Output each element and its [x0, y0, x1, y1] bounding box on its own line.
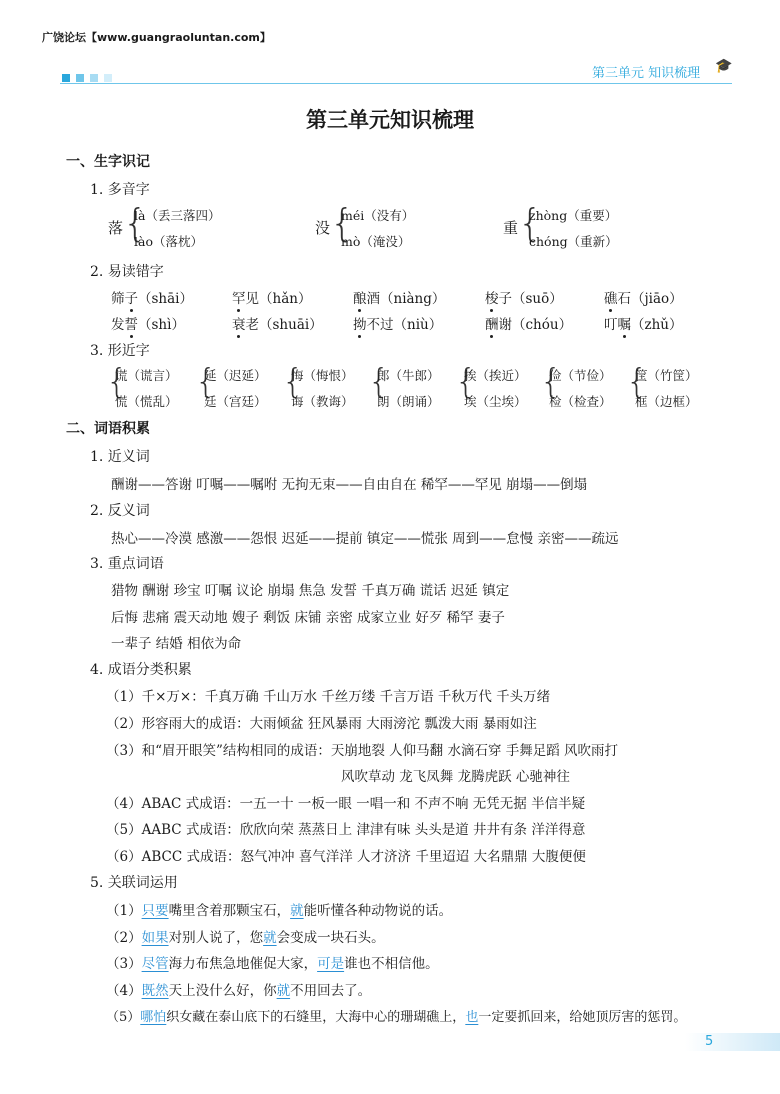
sentence-part: 一定要抓回来，给她顶厉害的惩罚。 [478, 1010, 687, 1025]
polyphone-char: 落 [108, 219, 124, 237]
misread-word [604, 287, 683, 307]
section-heading: 一、生字识记 [66, 154, 150, 170]
word-part: 谢（chóu） [498, 317, 573, 333]
page-number-bar [685, 1033, 780, 1051]
section-heading: 二、词语积累 [66, 421, 150, 437]
header-square [62, 74, 70, 82]
subsection-heading: 5. 关联词运用 [90, 875, 178, 891]
sentence-part: 嘴里含着那颗宝石， [168, 903, 291, 919]
similar-char: 慌（慌乱） [115, 394, 178, 409]
word-part: 不过（niù） [366, 317, 443, 333]
misread-word [353, 313, 442, 333]
keywords-line: 后悔 悲痛 震天动地 嫂子 剩饭 床铺 亲密 成家立业 好歹 稀罕 妻子 [111, 610, 505, 626]
sentence-part: 对别人说了，您 [168, 930, 264, 946]
forum-watermark: 广饶论坛【www.guangraoluntan.com】 [42, 31, 271, 44]
idiom-line: （4）ABAC 式成语：一五一十 一板一眼 一唱一和 不声不响 无凭无据 半信半疑 [106, 796, 586, 812]
word-part: 酒（niàng） [366, 291, 446, 307]
misread-word [353, 287, 445, 307]
word-part: 石（jiāo） [617, 291, 683, 307]
word-part: （shāi） [138, 291, 193, 307]
misread-word [485, 287, 563, 307]
dotted-char: 嘱 [617, 317, 631, 333]
brace-icon: { [518, 201, 543, 245]
sentence-part: 不用回去了。 [290, 983, 372, 999]
subsection-heading: 1. 多音字 [90, 182, 150, 198]
conjunction-word: 只要 [141, 903, 169, 919]
word-part: 子（suō） [498, 291, 563, 307]
conjunction-sentence [106, 1006, 686, 1025]
subsection-heading: 3. 形近字 [90, 343, 150, 359]
conjunction-word: 可是 [317, 956, 345, 972]
conjunction-sentence [106, 952, 439, 972]
word-part: 老（shuāi） [245, 317, 323, 333]
word-part: 筛 [111, 291, 125, 307]
polyphone-char: 重 [503, 219, 519, 237]
sentence-part: 织女藏在泰山底下的石缝里，大海中心的珊瑚礁上， [166, 1010, 466, 1025]
graduation-cap-icon: 🎓 [715, 58, 733, 74]
sentence-part: 会变成一块石头。 [276, 930, 385, 946]
conjunction-sentence [106, 899, 452, 919]
conjunction-word: 也 [465, 1010, 479, 1025]
dotted-char: 梭 [485, 291, 499, 307]
reading: là（丢三落四） [134, 208, 221, 223]
conjunction-sentence [106, 926, 385, 946]
subsection-heading: 4. 成语分类积累 [90, 662, 192, 678]
idiom-line: 风吹草动 龙飞凤舞 龙腾虎跃 心驰神往 [341, 769, 570, 785]
word-part: 见（hǎn） [245, 291, 312, 307]
dotted-char: 拗 [353, 317, 367, 333]
idiom-line: （1）千×万×：千真万确 千山万水 千丝万缕 千言万语 千秋万代 千头万绪 [106, 689, 551, 705]
similar-char: 检（检查） [549, 394, 612, 409]
dotted-char: 子 [124, 291, 138, 307]
sentence-part: 谁也不相信他。 [344, 956, 439, 972]
idiom-line: （6）ABCC 式成语：怒气冲冲 喜气洋洋 人才济济 千里迢迢 大名鼎鼎 大腹便便 [106, 849, 586, 865]
conjunction-word: 就 [290, 903, 304, 919]
item-number: （2） [106, 930, 142, 946]
similar-char: 框（边框） [635, 394, 698, 409]
idiom-line: （2）形容雨大的成语：大雨倾盆 狂风暴雨 大雨滂沱 瓢泼大雨 暴雨如注 [106, 716, 537, 732]
similar-char: 郎（牛郎） [377, 368, 440, 383]
sentence-part: 天上没什么好，你 [168, 983, 277, 999]
similar-char: 诲（教诲） [291, 394, 354, 409]
idiom-line: （5）AABC 式成语：欣欣向荣 蒸蒸日上 津津有味 头头是道 井井有条 洋洋得意 [106, 822, 586, 838]
reading: méi（没有） [341, 208, 415, 223]
dotted-char: 衰 [232, 317, 246, 333]
dotted-char: 罕 [232, 291, 246, 307]
conjunction-sentence [106, 979, 371, 999]
similar-char: 挨（挨近） [464, 368, 527, 383]
conjunction-word: 如果 [141, 930, 169, 946]
header-square [90, 74, 98, 82]
page-title: 第三单元知识梳理 [306, 108, 474, 132]
reading: lào（落枕） [134, 234, 203, 249]
word-part: （shì） [138, 317, 185, 333]
brace-icon: { [330, 201, 355, 245]
misread-word [232, 287, 311, 307]
brace-icon: { [540, 362, 562, 402]
subsection-heading: 2. 反义词 [90, 503, 150, 519]
dotted-char: 誓 [124, 317, 138, 333]
conjunction-word: 就 [276, 983, 291, 999]
idiom-line: （3）和“眉开眼笑”结构相同的成语：天崩地裂 人仰马翻 水滴石穿 手舞足蹈 风吹雨打 [106, 743, 619, 759]
conjunction-word: 尽管 [141, 956, 169, 972]
header-square [104, 74, 112, 82]
dotted-char: 酬 [485, 317, 499, 333]
word-part: （zhǔ） [631, 317, 683, 333]
misread-word [232, 313, 323, 333]
synonyms-line: 酬谢——答谢 叮嘱——嘱咐 无拘无束——自由自在 稀罕——罕见 崩塌——倒塌 [111, 477, 588, 493]
polyphone-char: 没 [315, 219, 331, 237]
reading: zhòng（重要） [529, 208, 618, 223]
subsection-heading: 3. 重点词语 [90, 556, 164, 572]
brace-icon: { [626, 362, 648, 402]
brace-icon: { [455, 362, 477, 402]
conjunction-word: 就 [263, 930, 277, 946]
page-number: 5 [705, 1034, 714, 1049]
subsection-heading: 2. 易读错字 [90, 264, 164, 280]
similar-char: 廷（宫廷） [204, 394, 267, 409]
antonyms-line: 热心——冷漠 感激——怨恨 迟延——提前 镇定——慌张 周到——怠慢 亲密——疏远 [111, 531, 619, 547]
similar-char: 埃（尘埃） [464, 394, 527, 409]
header-rule [60, 83, 732, 84]
misread-word [111, 313, 185, 333]
similar-char: 谎（谎言） [115, 368, 178, 383]
similar-char: 延（迟延） [204, 368, 267, 383]
misread-word [485, 313, 572, 333]
reading: chóng（重新） [529, 234, 618, 249]
word-part: 发 [111, 317, 125, 333]
brace-icon: { [282, 362, 304, 402]
similar-char: 筐（竹筐） [635, 368, 698, 383]
misread-word [111, 287, 193, 307]
dotted-char: 酿 [353, 291, 367, 307]
sentence-part: 海力布焦急地催促大家， [168, 956, 318, 972]
header-unit-label: 第三单元 知识梳理 [592, 66, 701, 81]
brace-icon: { [195, 362, 217, 402]
conjunction-word: 既然 [141, 983, 169, 999]
conjunction-word: 哪怕 [140, 1010, 167, 1025]
keywords-line: 猎物 酬谢 珍宝 叮嘱 议论 崩塌 焦急 发誓 千真万确 谎话 迟延 镇定 [111, 583, 510, 599]
item-number: （5） [106, 1010, 141, 1025]
dotted-char: 礁 [604, 291, 618, 307]
similar-char: 俭（节俭） [549, 368, 612, 383]
similar-char: 悔（悔恨） [291, 368, 354, 383]
misread-word [604, 313, 683, 333]
word-part: 叮 [604, 317, 618, 333]
similar-char: 朗（朗诵） [377, 394, 440, 409]
sentence-part: 能听懂各种动物说的话。 [303, 903, 453, 919]
brace-icon: { [106, 362, 128, 402]
header-square [76, 74, 84, 82]
keywords-line: 一辈子 结婚 相依为命 [111, 636, 242, 652]
item-number: （4） [106, 983, 142, 999]
brace-icon: { [123, 201, 148, 245]
item-number: （3） [106, 956, 142, 972]
subsection-heading: 1. 近义词 [90, 449, 150, 465]
reading: mò（淹没） [341, 234, 411, 249]
brace-icon: { [368, 362, 390, 402]
item-number: （1） [106, 903, 142, 919]
